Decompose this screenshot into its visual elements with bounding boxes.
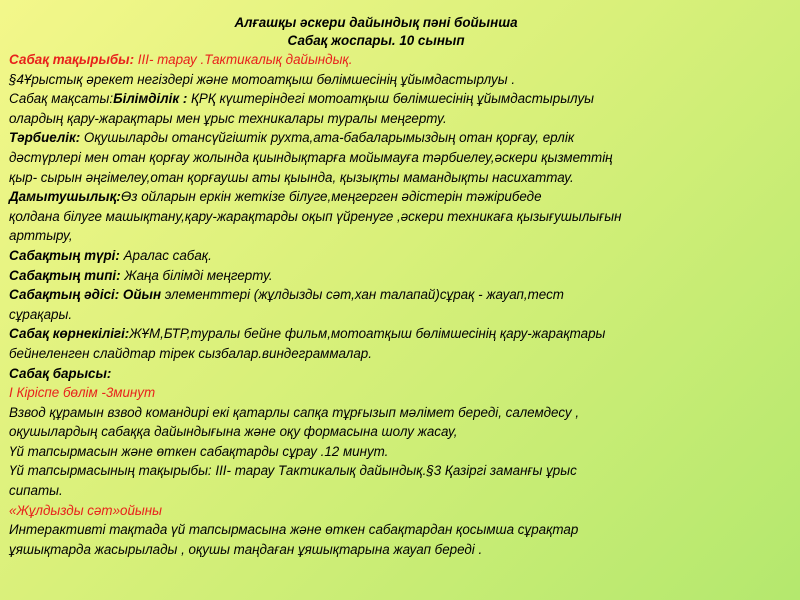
development-text-3: арттыру, xyxy=(9,228,73,244)
title-line-1: Алғашқы әскери дайындық пәні бойынша xyxy=(234,15,518,30)
upbringing-text-2: дәстүрлері мен отан қорғау жолында қиындықтарға мойымауға тәрбиелеу,әскери қызметтің xyxy=(9,149,613,165)
upbringing-text-3: қыр- сырын әңгімелеу,отан қорғаушы аты қыында, қызықты мамандықты насихаттау. xyxy=(9,169,574,185)
aim-text-2: олардың қару-жарақтары мен ұрыс техникалары туралы меңгерту. xyxy=(9,110,447,126)
method-line xyxy=(9,285,792,305)
lesson-kind-line xyxy=(9,266,792,286)
title-line-2: Сабақ жоспары. 10 сынып xyxy=(287,33,465,48)
game-text-2: ұяшықтарда жасырылады , оқушы таңдаған ұяшықтарына жауап береді . xyxy=(9,541,483,557)
development-line xyxy=(9,187,792,207)
lesson-kind-value: Жаңа білімді меңгерту. xyxy=(124,267,273,283)
slide-title xyxy=(0,14,800,50)
development-text-2: қолдана білуге машықтану,қару-жарақтарды оқып үйренуге ,әскери техникаға қызығушылығын xyxy=(9,208,622,224)
method-label: Сабақтың әдісі: xyxy=(9,287,123,303)
method-text-2: сұрақары. xyxy=(9,306,73,322)
lesson-type-label: Сабақтың түрі: xyxy=(9,247,124,263)
homework-topic-1: Үй тапсырмасының тақырыбы: ІІІ- тарау Тактикалық дайындық.§3 Қазіргі заманғы ұрыс xyxy=(9,463,577,479)
aim-label: Сабақ мақсаты: xyxy=(9,91,114,107)
visuals-text-2: бейнеленген слайдтар тірек сызбалар.виндеграммалар. xyxy=(9,345,372,361)
development-text-1: Өз ойларын еркін жеткізе білуге,меңгерген әдістерін тәжірибеде xyxy=(120,189,542,205)
homework-topic-2: сипаты. xyxy=(9,483,63,499)
topic-line xyxy=(9,50,792,70)
topic-label: Сабақ тақырыбы: xyxy=(9,52,138,67)
method-bold-value: Ойын xyxy=(122,287,165,303)
lesson-type-line xyxy=(9,246,792,266)
lesson-kind-label: Сабақтың типі: xyxy=(9,267,125,283)
upbringing-line xyxy=(9,128,792,148)
game-heading: «Жұлдызды сәт»ойыны xyxy=(9,502,162,518)
lesson-type-value: Аралас сабақ. xyxy=(123,247,212,263)
development-label: Дамытушылық: xyxy=(9,189,121,205)
game-text-1: Интерактивті тақтада үй тапсырмасына және өткен сабақтардан қосымша сұрақтар xyxy=(9,522,579,538)
intro-text-1: Взвод құрамын взвод командирі екі қатарлы сапқа тұрғызып мәлімет береді, салемдесу , xyxy=(9,404,580,420)
intro-text-2: оқушылардың сабаққа дайындығына және оқу формасына шолу жасау, xyxy=(9,424,458,440)
aim-text-1: ҚРҚ күштеріндегі мотоатқыш бөлімшесінің ұйымдастырылуы xyxy=(191,91,595,107)
method-text-1: элементтері (жұлдызды сәт,хан талапай)сұрақ - жауап,тест xyxy=(164,287,564,303)
progress-heading: Сабақ барысы: xyxy=(9,365,112,381)
upbringing-label: Тәрбиелік: xyxy=(9,130,84,146)
visuals-line xyxy=(9,324,792,344)
intro-heading: І Кіріспе бөлім -3минут xyxy=(9,385,156,401)
section-line: §4Ұрыстық әрекет негіздері және мотоатқыш бөлімшесінің ұйымдастырлуы . xyxy=(9,71,516,87)
aim-sublabel: Білімділік : xyxy=(113,91,192,107)
visuals-label: Сабақ көрнекілігі: xyxy=(9,326,130,342)
homework-check: Үй тапсырмасын және өткен сабақтарды сұрау .12 минут. xyxy=(9,443,389,459)
upbringing-text-1: Оқушыларды отансүйгіштік рухта,ата-бабаларымыздың отан қорғау, ерлік xyxy=(83,130,575,146)
topic-value: Тактикалық дайындық. xyxy=(204,52,353,67)
topic-prefix: ІІІ- тарау . xyxy=(137,52,205,67)
visuals-text-1: ЖҰМ,БТР,туралы бейне фильм,мотоатқыш бөлімшесінің қару-жарақтары xyxy=(129,326,606,342)
lesson-plan-body xyxy=(0,50,800,559)
aim-line xyxy=(9,89,792,109)
